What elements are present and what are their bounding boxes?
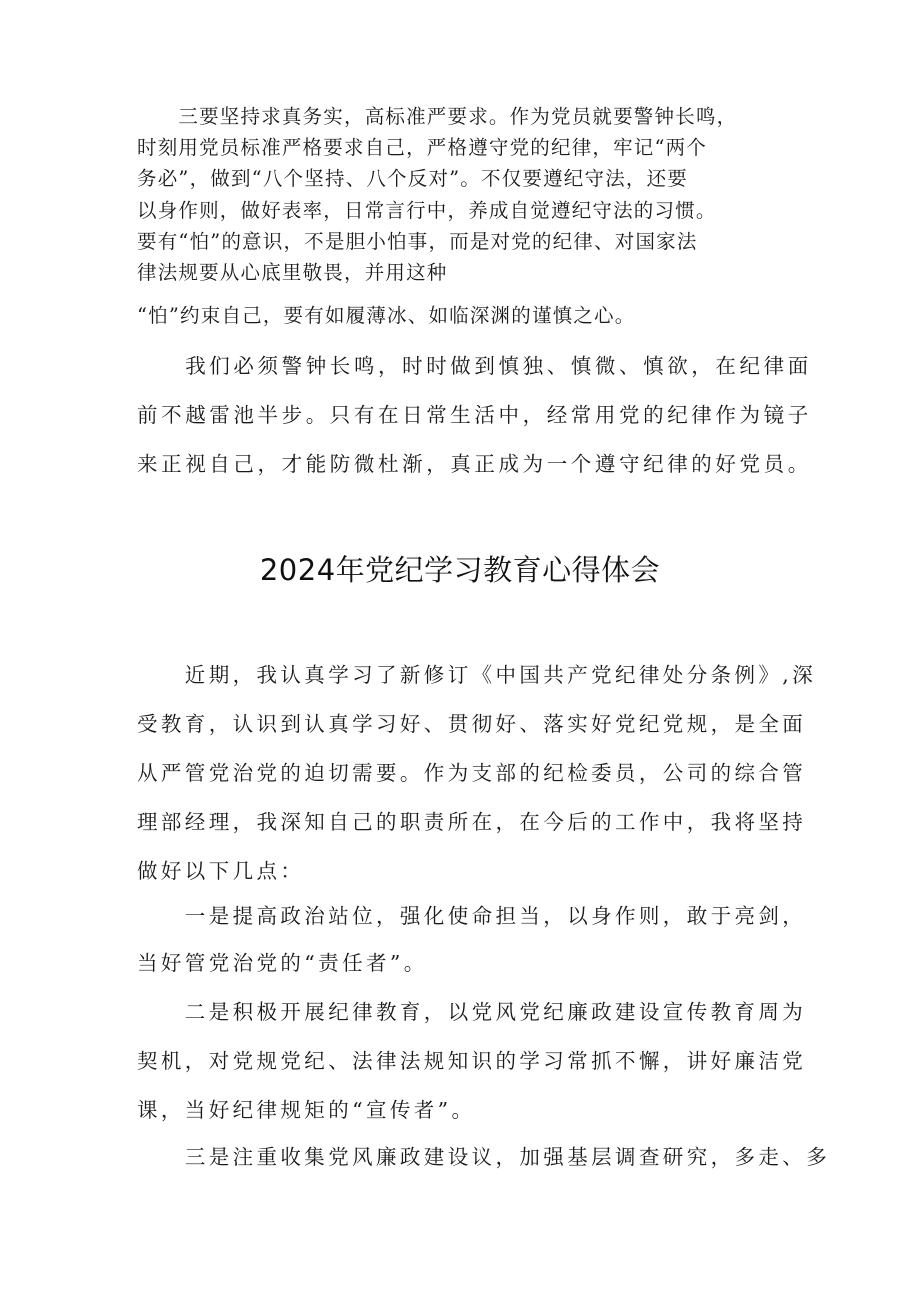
paragraph-line: 做好以下几点： bbox=[137, 859, 305, 883]
paragraph-line: 律法规要从心底里敬畏，并用这种 bbox=[137, 261, 448, 284]
paragraph-line: 我们必须警钟长鸣，时时做到慎独、慎微、慎欲，在纪律面 bbox=[137, 354, 812, 378]
paragraph-line: 三要坚持求真务实，高标准严要求。作为党员就要警钟长鸣， bbox=[137, 105, 738, 128]
paragraph-line: 契机，对党规党纪、法律法规知识的学习常抓不懈，讲好廉洁党 bbox=[137, 1049, 807, 1073]
paragraph-line: 来正视自己，才能防微杜渐，真正成为一个遵守纪律的好党员。 bbox=[137, 452, 812, 476]
paragraph-line: 从严管党治党的迫切需要。作为支部的纪检委员，公司的综合管 bbox=[137, 761, 807, 785]
paragraph-line: 当好管党治党的“责任者”。 bbox=[137, 951, 428, 975]
paragraph-line: 理部经理，我深知自己的职责所在，在今后的工作中，我将坚持 bbox=[137, 810, 807, 834]
paragraph-line: 一是提高政治站位，强化使命担当，以身作则，敢于亮剑， bbox=[137, 904, 807, 928]
paragraph-line: 课，当好纪律规矩的“宣传者”。 bbox=[137, 1098, 476, 1122]
paragraph-line: 以身作则，做好表率，日常言行中，养成自觉遵纪守法的习惯。 bbox=[137, 199, 717, 222]
paragraph-line: 前不越雷池半步。只有在日常生活中，经常用党的纪律作为镜子 bbox=[137, 403, 812, 427]
paragraph-line: 二是积极开展纪律教育，以党风党纪廉政建设宣传教育周为 bbox=[137, 1000, 807, 1024]
paragraph-line: “怕”约束自己，要有如履薄冰、如临深渊的谨慎之心。 bbox=[137, 304, 636, 327]
paragraph-line: 务必”，做到“八个坚持、八个反对”。不仅要遵纪守法，还要 bbox=[137, 167, 689, 190]
paragraph-line: 受教育，认识到认真学习好、贯彻好、落实好党纪党规，是全面 bbox=[137, 712, 807, 736]
paragraph-line: 近期，我认真学习了新修订《中国共产党纪律处分条例》,深 bbox=[137, 663, 817, 687]
paragraph-line: 要有“怕”的意识，不是胆小怕事，而是对党的纪律、对国家法 bbox=[137, 230, 698, 253]
paragraph-line: 三是注重收集党风廉政建设议，加强基层调查研究，多走、多 bbox=[137, 1145, 831, 1169]
article-title: 2024年党纪学习教育心得体会 bbox=[259, 553, 661, 587]
paragraph-line: 时刻用党员标准严格要求自己，严格遵守党的纪律，牢记“两个 bbox=[137, 136, 708, 159]
